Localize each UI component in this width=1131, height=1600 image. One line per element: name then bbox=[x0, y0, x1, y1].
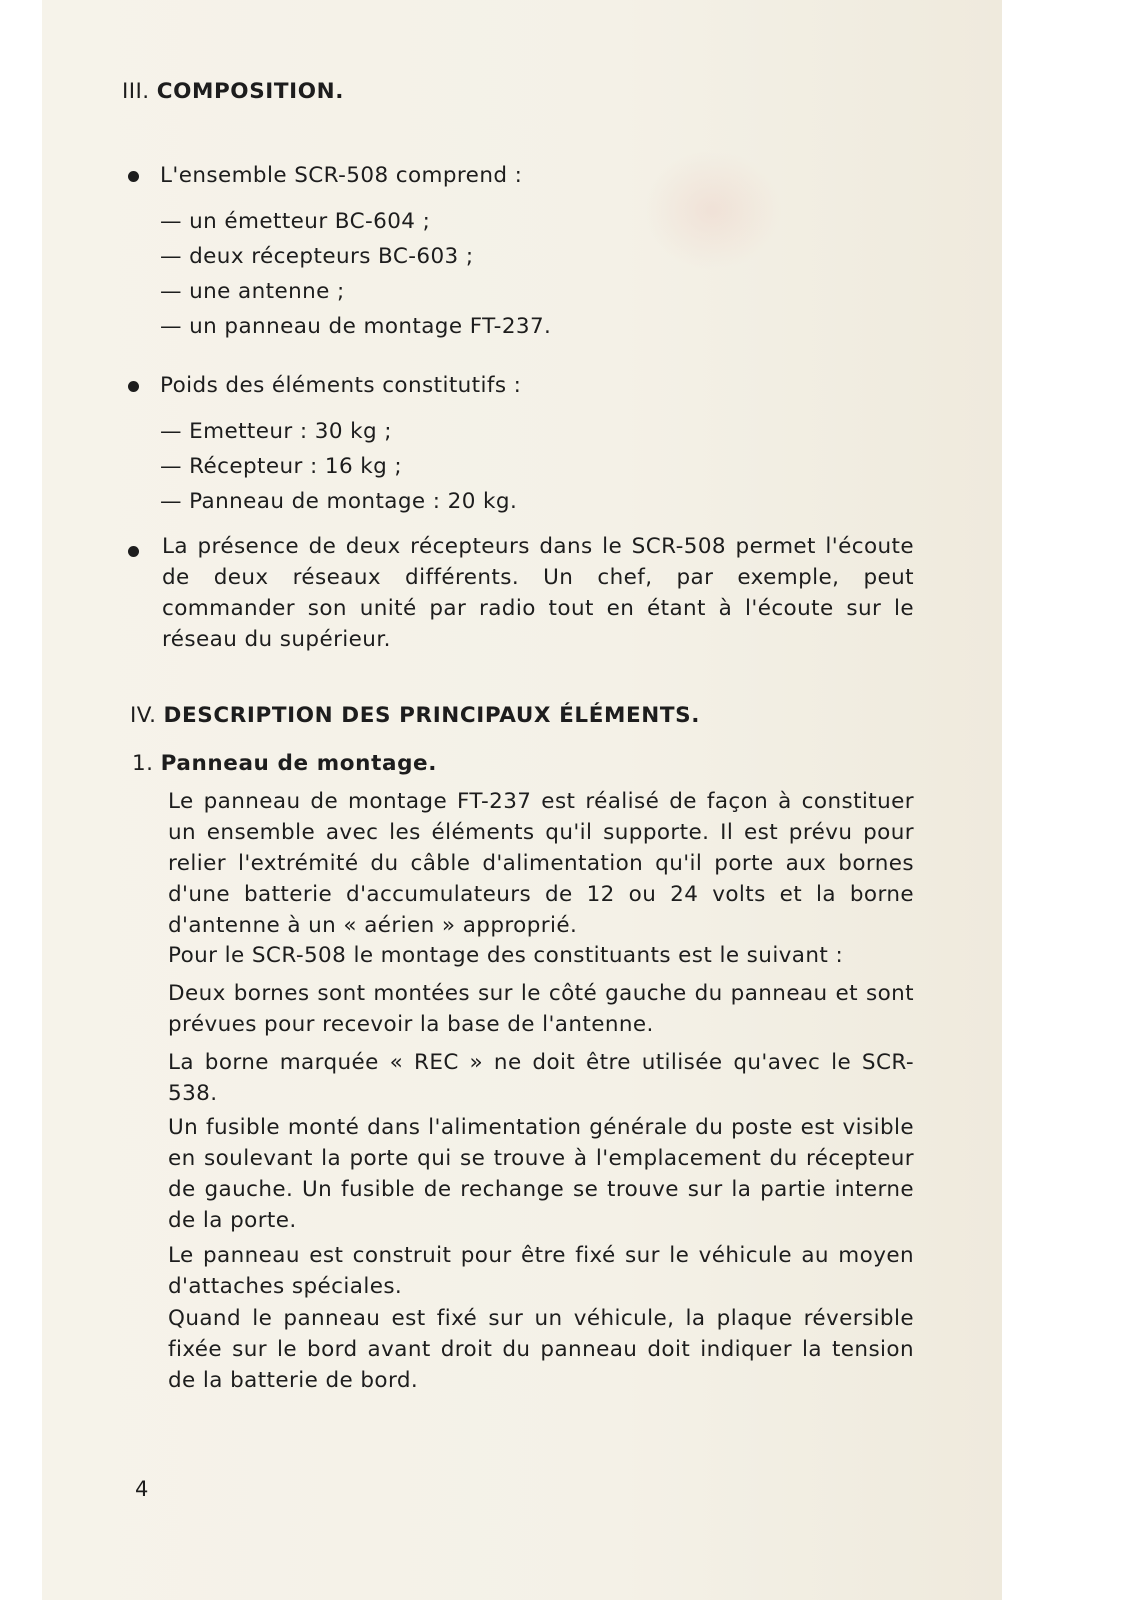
list-item: — un panneau de montage FT-237. bbox=[160, 314, 552, 339]
bullet-3-paragraph: La présence de deux récepteurs dans le SCR-508 permet l'écoute de deux réseaux différents. Un chef, par exemple, peut commander son unité par radio tout en étant à l'écoute sur le réseau du supérieur. bbox=[162, 534, 914, 652]
section-4-number: IV. bbox=[130, 703, 157, 728]
bullet-icon bbox=[128, 171, 139, 182]
paragraph: Le panneau est construit pour être fixé sur le véhicule au moyen d'attaches spéciales. bbox=[168, 1243, 914, 1299]
list-item: — une antenne ; bbox=[160, 279, 345, 304]
bullet-icon bbox=[128, 546, 139, 557]
bullet-icon bbox=[128, 381, 139, 392]
bullet-1-intro: L'ensemble SCR-508 comprend : bbox=[160, 163, 523, 188]
paragraph: Pour le SCR-508 le montage des constituants est le suivant : bbox=[168, 943, 844, 968]
list-item: — Emetteur : 30 kg ; bbox=[160, 419, 392, 444]
subsection-1-title: Panneau de montage. bbox=[160, 751, 438, 776]
bullet-2-intro: Poids des éléments constitutifs : bbox=[160, 373, 522, 398]
section-4-heading bbox=[130, 700, 700, 731]
subsection-1-heading bbox=[132, 748, 437, 779]
paragraph: La borne marquée « REC » ne doit être utilisée qu'avec le SCR-538. bbox=[168, 1050, 914, 1106]
subsection-1-number: 1. bbox=[132, 751, 154, 776]
section-3-number: III. bbox=[122, 79, 150, 104]
section-3-title: COMPOSITION. bbox=[156, 79, 344, 104]
paragraph: Un fusible monté dans l'alimentation générale du poste est visible en soulevant la porte qui se trouve à l'emplacement du récepteur de gauche. Un fusible de rechange se trouve sur la partie interne de la porte. bbox=[168, 1115, 914, 1233]
list-item: — un émetteur BC-604 ; bbox=[160, 209, 431, 234]
paragraph: Deux bornes sont montées sur le côté gauche du panneau et sont prévues pour recevoir la base de l'antenne. bbox=[168, 981, 914, 1037]
page-number: 4 bbox=[135, 1477, 149, 1501]
paragraph: Quand le panneau est fixé sur un véhicule, la plaque réversible fixée sur le bord avant droit du panneau doit indiquer la tension de la batterie de bord. bbox=[168, 1306, 914, 1393]
section-3-heading bbox=[122, 76, 344, 107]
list-item: — Panneau de montage : 20 kg. bbox=[160, 489, 518, 514]
list-item: — deux récepteurs BC-603 ; bbox=[160, 244, 474, 269]
paragraph: Le panneau de montage FT-237 est réalisé de façon à constituer un ensemble avec les éléments qu'il supporte. Il est prévu pour relier l'extrémité du câble d'alimentation qu'il porte aux bornes d'une batterie d'accumulateurs de 12 ou 24 volts et la borne d'antenne à un « aérien » approprié. bbox=[168, 789, 914, 938]
list-item: — Récepteur : 16 kg ; bbox=[160, 454, 403, 479]
section-4-title: DESCRIPTION DES PRINCIPAUX ÉLÉMENTS. bbox=[163, 703, 701, 728]
